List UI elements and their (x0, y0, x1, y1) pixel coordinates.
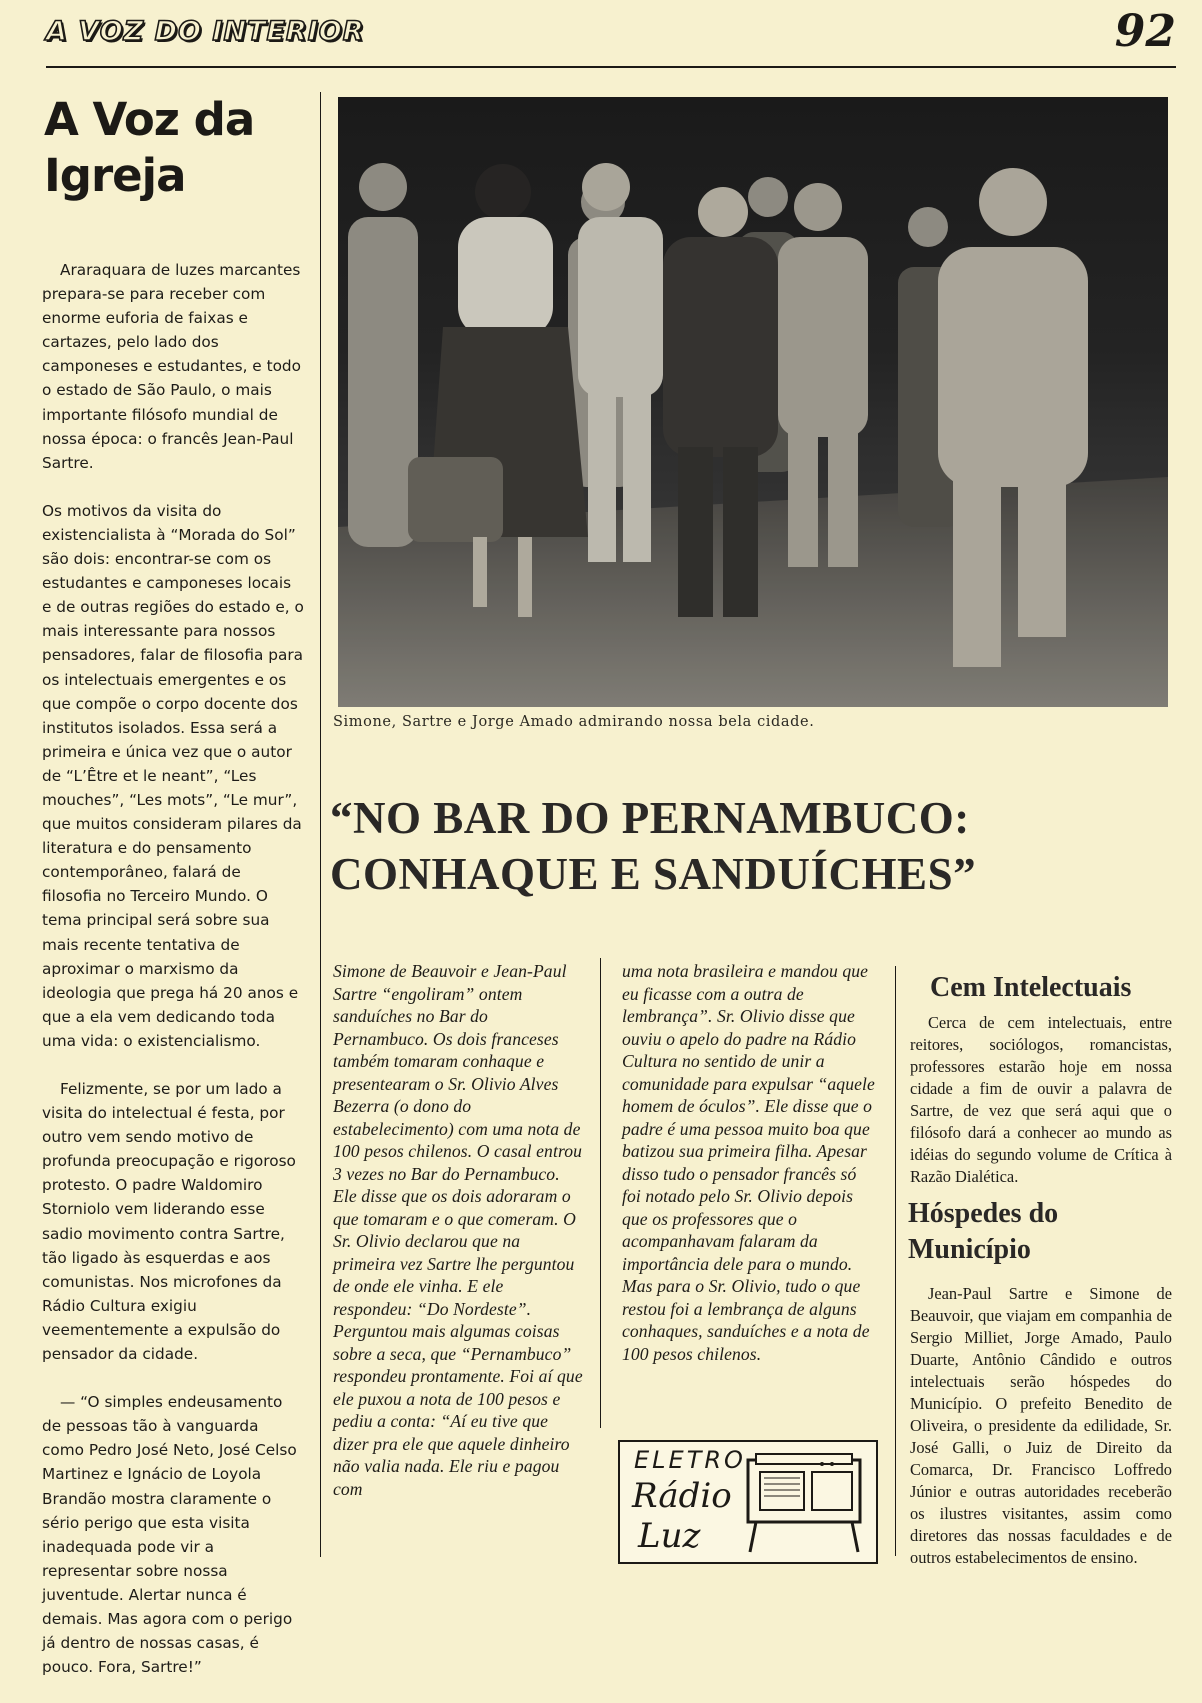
sidebar-heading-hospedes (908, 1196, 1168, 1268)
ad-line-luz: Luz (638, 1516, 701, 1556)
left-paragraph: Os motivos da visita do existencialista à “Morada do Sol” são dois: encontrar-se com os estudantes e camponeses locais e de outras regiões do estado e, o mais interessante para nossos pensadores, falar de filosofia para os intelectuais emergentes e os que compõe o corpo docente dos institutos isolados. Essa será a primeira e única vez que o autor de “L’Être et le neant”, “Les mouches”, “Les mots”, “Le mur”, que muitos consideram pilares da literatura e do pensamento contemporâneo, falará de filosofia no Terceiro Mundo. O tema principal será sobre sua mais recente tentativa de aproximar o marxismo da ideologia que prega há 20 anos e que a ela vem dedicando toda uma vida: o existencialismo. (42, 501, 304, 1050)
sidebar-heading-hospedes-line1: Hóspedes do (908, 1198, 1059, 1229)
left-paragraph: — “O simples endeusamento de pessoas tão à vanguarda como Pedro José Neto, José Celso Martinez e Ignácio de Loyola Brandão mostra claramente o sério perigo que esta visita inadequada pode vir a representar sobre nossa juventude. Alertar nunca é demais. Mas agora com o perigo já dentro de nossas casas, é pouco. Fora, Sartre!” (42, 1393, 297, 1677)
sidebar-heading-intelectuais: Cem Intelectuais (930, 972, 1132, 1003)
headline-line1: “NO BAR DO PERNAMBUCO: (330, 793, 970, 843)
ad-line-eletro: ELETRO (634, 1446, 746, 1474)
story-column-1: Simone de Beauvoir e Jean-Paul Sartre “engoliram” ontem sanduíches no Bar do Pernambuco. Os dois franceses também tomaram conhaque e presentearam o Sr. Olivio Alves Bezerra (o dono do estabelecimento) com uma nota de 100 pesos chilenos. O casal entrou 3 vezes no Bar do Pernambuco. Ele disse que os dois adoraram o que tomaram e o que comeram. O Sr. Olivio declarou que na primeira vez Sartre lhe perguntou de onde ele vinha. E ele respondeu: “Do Nordeste”. Perguntou mais algumas coisas sobre a seca, que “Pernambuco” respondeu prontamente. Foi aí que ele puxou a nota de 100 pesos e pediu a conta: “Aí eu tive que dizer pra ele que aquele dinheiro não valia nada. Ele riu e pagou com (333, 961, 583, 1499)
photo-caption: Simone, Sartre e Jorge Amado admirando nossa bela cidade. (333, 714, 815, 730)
news-photo (338, 97, 1168, 707)
story-column-2: uma nota brasileira e mandou que eu ficasse com a outra de lembrança”. Sr. Olivio disse que ouviu o apelo do padre na Rádio Cultura no sentido de unir a comunidade para expulsar “aquele homem de óculos”. Ele disse que o padre é uma pessoa muito boa que batizou sua primeira filha. Apesar disso tudo o pensador francês só foi notado pelo Sr. Olivio depois que os professores que o acompanhavam falaram da importância dele para o mundo. Mas para o Sr. Olivio, tudo o que restou foi a lembrança de alguns conhaques, sanduíches e a nota de 100 pesos chilenos. (622, 961, 875, 1364)
page-number: 92 (1114, 6, 1176, 57)
column-rule-story (600, 958, 601, 1428)
photo-illustration (338, 97, 1168, 707)
sidebar-text-hospedes: Jean-Paul Sartre e Simone de Beauvoir, que viajam em companhia de Sergio Milliet, Jorge Amado, Paulo Duarte, Antônio Cândido e outros intelectuais serão hóspedes do Município. O prefeito Benedito de Oliveira, o presidente da edilidade, Sr. José Galli, o Juiz de Direito da Comarca, Dr. Francisco Loffredo Júnior e outras autoridades receberão os ilustres visitantes, assim como diretores das nossas faculdades e de outros estabelecimentos de ensino. (910, 1284, 1172, 1567)
section-title-line2: Igreja (44, 149, 186, 202)
headline (330, 790, 1190, 902)
section-title-line1: A Voz da (44, 93, 255, 146)
masthead: A VOZ DO INTERIOR (46, 16, 365, 47)
headline-line2: CONHAQUE E SANDUÍCHES” (330, 849, 977, 899)
column-rule-sidebar (895, 966, 896, 1556)
sidebar-heading-hospedes-line2: Município (908, 1234, 1031, 1265)
left-paragraph: Felizmente, se por um lado a visita do intelectual é festa, por outro vem sendo motivo de profunda preocupação e rigoroso protesto. O padre Waldomiro Storniolo vem liderando esse sadio movimento contra Sartre, tão ligado às esquerdas e aos comunistas. Nos microfones da Rádio Cultura exigiu veementemente a expulsão do pensador da cidade. (42, 1080, 296, 1364)
section-title (44, 92, 304, 204)
left-paragraph: Araraquara de luzes marcantes prepara-se para receber com enorme euforia de faixas e cartazes, pelo lado dos camponeses e estudantes, e todo o estado de São Paulo, o mais importante filósofo mundial de nossa época: o francês Jean-Paul Sartre. (42, 261, 302, 472)
sidebar-text-intelectuais: Cerca de cem intelectuais, entre reitores, sociólogos, romancistas, professores estarão hoje em nossa cidade a fim de ouvir a palavra de Sartre, de vez que será aqui que o filósofo dará a conhecer ao mundo as idéias do segundo volume de Crítica à Razão Dialética. (910, 1013, 1172, 1186)
eletro-radio-luz-ad (618, 1440, 878, 1564)
left-article (42, 258, 304, 1703)
header-rule (46, 66, 1176, 68)
column-rule-left (320, 92, 321, 1557)
radio-cabinet-icon (742, 1448, 868, 1556)
ad-line-radio: Rádio (632, 1476, 732, 1516)
